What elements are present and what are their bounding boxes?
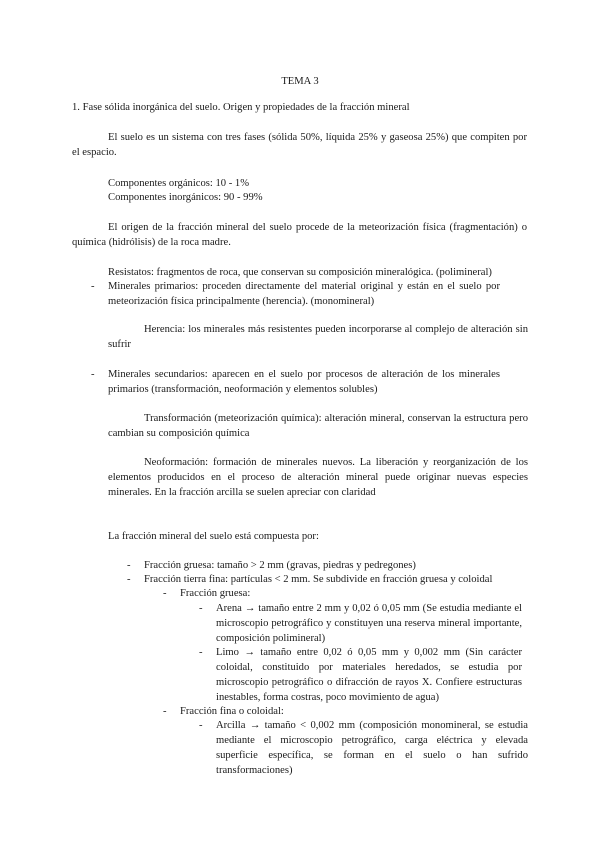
sand-item: Arena → tamaño entre 2 mm y 0,02 ó 0,05 mm (Se estudia mediante el microscopio petrográfico y constituyen una reserva mineral importante, composición polimineral) (216, 603, 522, 644)
bullet-dash: - (199, 603, 203, 614)
inheritance-text: Herencia: los minerales más resistentes pueden incorporarse al complejo de alteración sin sufrir (108, 324, 528, 350)
neoformation-text: Neoformación: formación de minerales nuevos. La liberación y reorganización de los elementos producidos en el proceso de alteración mineral puede originar nuevas especies minerales. En la fracción arcilla se suelen apreciar con claridad (108, 457, 528, 498)
coarse-sub-item: Fracción gruesa: (180, 588, 251, 599)
bullet-dash: - (127, 574, 131, 585)
origin-paragraph: El origen de la fracción mineral del suelo procede de la meteorización física (fragmentación) o química (hidrólisis) de la roca madre. (72, 222, 527, 248)
transformation-text: Transformación (meteorización química): alteración mineral, conservan la estructura pero cambian su composición química (108, 413, 528, 439)
bullet-dash: - (163, 588, 167, 599)
bullet-dash: - (199, 720, 203, 731)
primary-minerals-text: Minerales primarios: proceden directamente del material original y están en el suelo por meteorización física principalmente (herencia). (monomineral) (108, 281, 500, 307)
inorganic-components: Componentes inorgánicos: 90 - 99% (108, 192, 263, 203)
secondary-minerals-text: Minerales secundarios: aparecen en el suelo por procesos de alteración de los minerales primarios (transformación, neoformación y elementos solubles) (108, 369, 500, 395)
coarse-fraction-item: Fracción gruesa: tamaño > 2 mm (gravas, piedras y pedregones) (144, 560, 416, 571)
organic-components: Componentes orgánicos: 10 - 1% (108, 178, 250, 189)
section-heading: 1. Fase sólida inorgánica del suelo. Origen y propiedades de la fracción mineral (72, 102, 410, 113)
silt-item: Limo → tamaño entre 0,02 ó 0,05 mm y 0,002 mm (Sin carácter coloidal, constituido por materiales heredados, se estudia por microscopio petrográfico o difracción de rayos X. Confiere estructuras inestables, forma costras, poco movimiento de agua) (216, 647, 522, 703)
fine-earth-item: Fracción tierra fina: partículas < 2 mm. Se subdivide en fracción gruesa y coloidal (144, 574, 493, 585)
bullet-dash: - (91, 281, 95, 292)
resistates-text: Resistatos: fragmentos de roca, que conservan su composición mineralógica. (polimineral) (108, 267, 492, 278)
fine-colloidal-item: Fracción fina o coloidal: (180, 706, 284, 717)
bullet-dash: - (127, 560, 131, 571)
bullet-dash: - (91, 369, 95, 380)
fraction-intro: La fracción mineral del suelo está compuesta por: (108, 531, 319, 542)
bullet-dash: - (199, 647, 203, 658)
document-title: TEMA 3 (281, 76, 319, 87)
clay-item: Arcilla → tamaño < 0,002 mm (composición monomineral, se estudia mediante el microscopio petrográfico, carga eléctrica y elevada superficie específica, se forman en el suelo o han sufrido transformaciones) (216, 720, 528, 776)
bullet-dash: - (163, 706, 167, 717)
intro-paragraph: El suelo es un sistema con tres fases (sólida 50%, líquida 25% y gaseosa 25%) que compiten por el espacio. (72, 132, 527, 158)
